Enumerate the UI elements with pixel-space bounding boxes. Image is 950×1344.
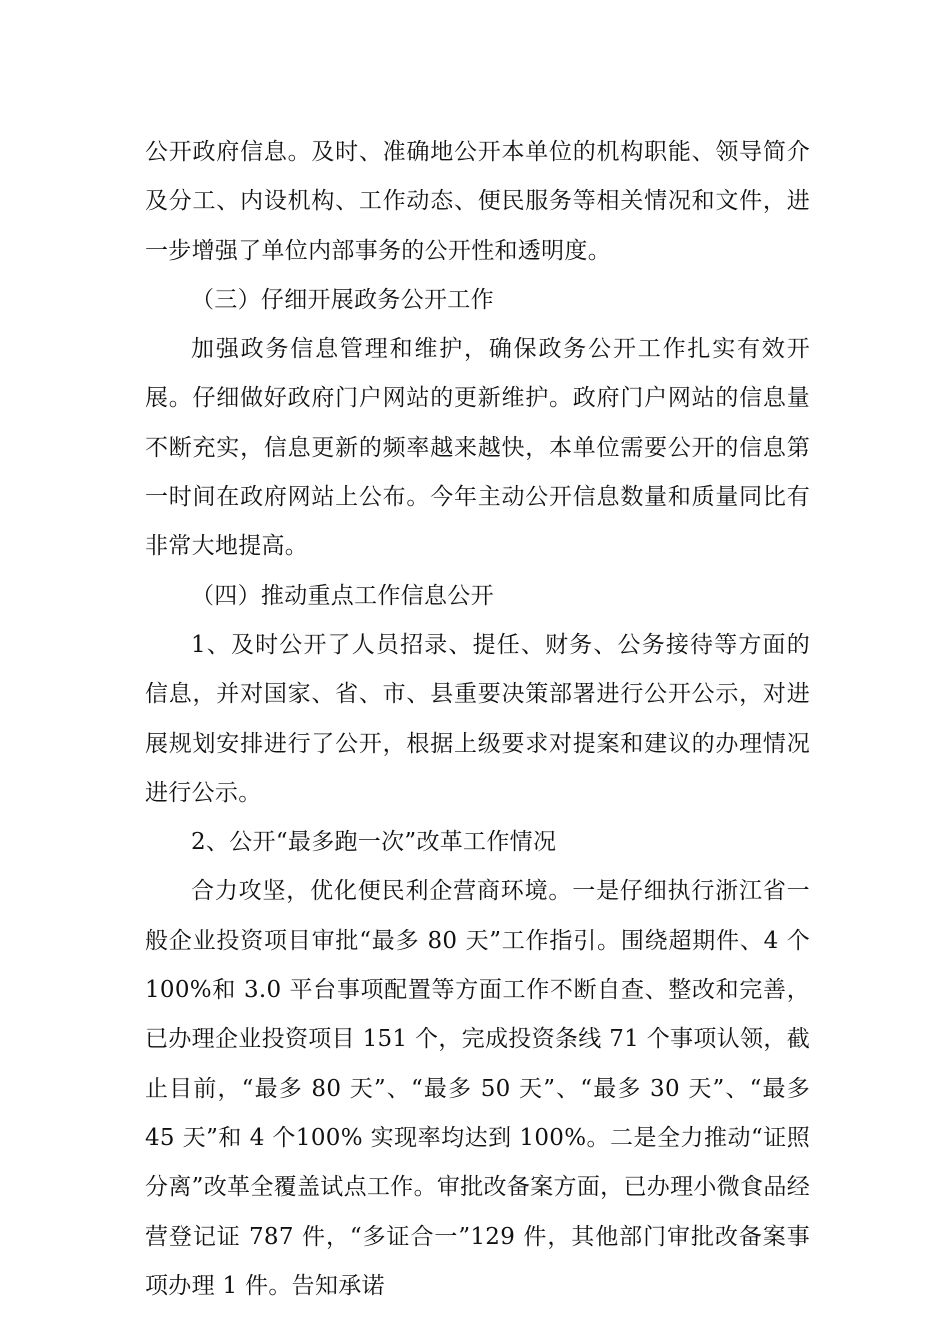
paragraph-reform-details: 合力攻坚，优化便民利企营商环境。一是仔细执行浙江省一般企业投资项目审批“最多 80 天”工作指引。围绕超期件、4 个 100%和 3.0 平台事项配置等方面工作不断自查、整改和完善，已办理企业投资项目 151 个，完成投资条线 71 个事项认领，截止目前，“最多 80 天”、“最多 50 天”、“最多 30 天”、“最多 45 天”和 4 个100% 实现率均达到 100%。二是全力推动“证照分离”改革全覆盖试点工作。审批改备案方面，已办理小微食品经营登记证 787 件，“多证合一”129 件，其他部门审批改备案事项办理 1 件。告知承诺 (145, 878, 810, 1299)
paragraph-item-1: 1、及时公开了人员招录、提任、财务、公务接待等方面的信息，并对国家、省、市、县重要决策部署进行公开公示，对进展规划安排进行了公开，根据上级要求对提案和建议的办理情况进行公示。 (145, 631, 810, 806)
paragraph-gov-info-management: 加强政务信息管理和维护，确保政务公开工作扎实有效开展。仔细做好政府门户网站的更新维护。政府门户网站的信息量不断充实，信息更新的频率越来越快，本单位需要公开的信息第一时间在政府网站上公布。今年主动公开信息数量和质量同比有非常大地提高。 (145, 336, 810, 560)
paragraph-item-2-heading: 2、公开“最多跑一次”改革工作情况 (191, 829, 557, 856)
section-heading-3: （三）仔细开展政务公开工作 (191, 286, 494, 313)
section-heading-4: （四）推动重点工作信息公开 (191, 582, 494, 609)
document-body (145, 128, 810, 1311)
paragraph-open-info: 公开政府信息。及时、准确地公开本单位的机构职能、领导简介及分工、内设机构、工作动态、便民服务等相关情况和文件，进一步增强了单位内部事务的公开性和透明度。 (145, 139, 810, 264)
